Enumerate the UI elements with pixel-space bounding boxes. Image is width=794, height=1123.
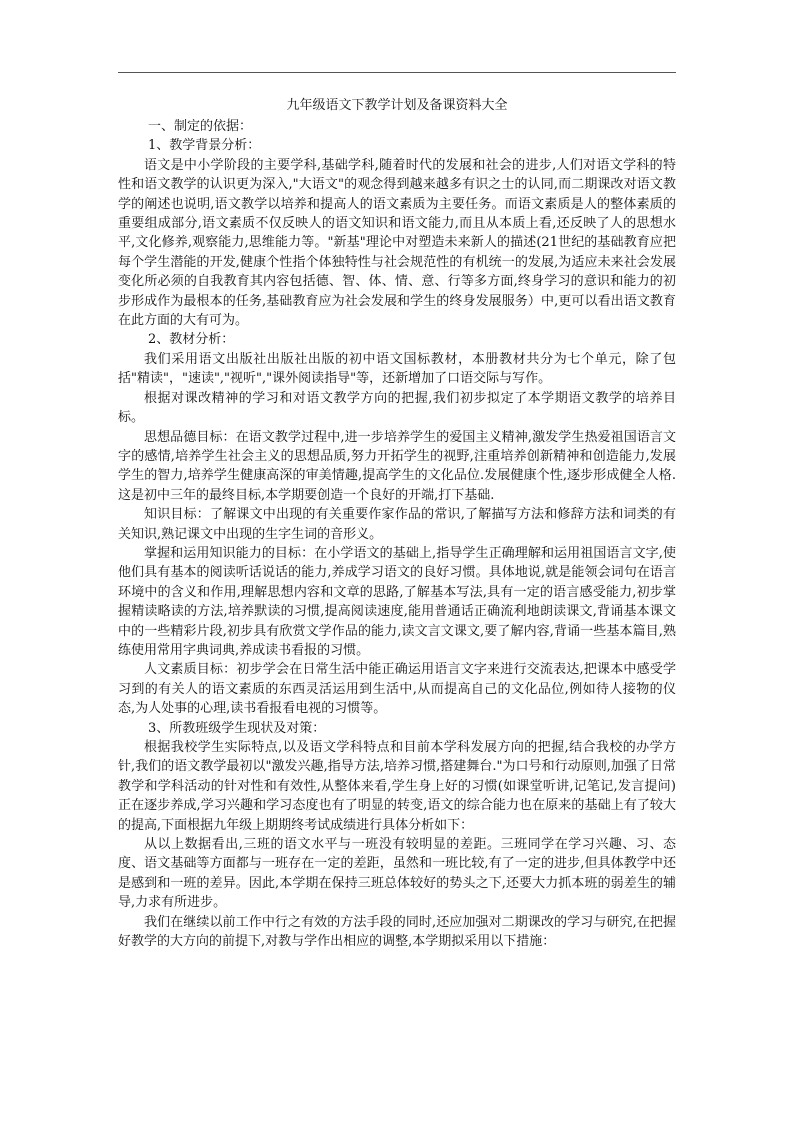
paragraph-data-analysis: 从以上数据看出,三班的语文水平与一班没有较明显的差距。三班同学在学习兴趣、习、态度、语文基础等方面都与一班存在一定的差距，虽然和一班比较,有了一定的进步,但具体教学中还是感到和一班的差异。因此,本学期在保持三班总体较好的势头之下,还要大力抓本班的弱差生的辅导,力求有所进步。 [118,837,676,911]
paragraph-moral-goal: 思想品德目标：在语文教学过程中,进一步培养学生的爱国主义精神,激发学生热爱祖国语言文字的感情,培养学生社会主义的思想品质,努力开拓学生的视野,注重培养创新精神和创造能力,发展学生的智力,培养学生健康高深的审美情趣,提高学生的文化品位.发展健康个性,逐步形成健全人格.这是初中三年的最终目标,本学期要创造一个良好的开端,打下基础. [118,429,676,503]
subheading-background: 1、教学背景分析： [148,138,261,154]
paragraph-humanities-goal: 人文素质目标：初步学会在日常生活中能正确运用语言文字来进行交流表达,把课本中感受学习到的有关人的语文素质的东西灵活运用到生活中,从而提高自己的文化品位,例如待人接物的仪态,为人处事的心理,读书看报看电视的习惯等。 [118,662,676,717]
subheading-textbook: 2、教材分析： [148,332,235,348]
header-rule [118,72,676,73]
paragraph-textbook: 我们采用语文出版社出版社出版的初中语文国标教材，本册教材共分为七个单元，除了包括"精读"，"速读","视听","课外阅读指导"等，还新增加了口语交际与写作。 [118,351,676,387]
document-title: 九年级语文下教学计划及备课资料大全 [286,98,508,113]
paragraph-knowledge-goal: 知识目标：了解课文中出现的有关重要作家作品的常识,了解描写方法和修辞方法和词类的有关知识,熟记课文中出现的生字生词的音形义。 [118,507,676,542]
document-page [118,96,676,951]
section-heading-basis: 一、制定的依据： [148,119,253,134]
paragraph-ability-goal: 掌握和运用知识能力的目标：在小学语文的基础上,指导学生正确理解和运用祖国语言文字,使他们具有基本的阅读听话说话的能力,养成学习语文的良好习惯。具体地说,就是能领会词句在语言环境中的含义和作用,理解思想内容和文章的思路,了解基本写法,具有一定的语言感受能力,初步掌握精读略读的方法,培养默读的习惯,提高阅读速度,能用普通话正确流利地朗读课文,背诵基本课文中的一些精彩片段,初步具有欣赏文学作品的能力,读文言文课文,要了解内容,背诵一些基本篇目,熟练使用常用字典词典,养成读书看报的习惯。 [118,545,676,658]
paragraph-measures-intro: 我们在继续以前工作中行之有效的方法手段的同时,还应加强对二期课改的学习与研究,在把握好教学的大方向的前提下,对教与学作出相应的调整,本学期拟采用以下措施： [118,914,676,950]
subheading-class-status: 3、所教班级学生现状及对策： [148,720,326,736]
paragraph-class-status: 根据我校学生实际特点,以及语文学科特点和目前本学科发展方向的把握,结合我校的办学方针,我们的语文教学最初以"激发兴趣,指导方法,培养习惯,搭建舞台."为口号和行动原则,加强了日常教学和学科活动的针对性和有效性,从整体来看,学生身上好的习惯(如课堂听讲,记笔记,发言提问)正在逐步养成,学习兴趣和学习态度也有了明显的转变,语文的综合能力也在原来的基础上有了较大的提高,下面根据九年级上期期终考试成绩进行具体分析如下： [118,740,676,833]
paragraph-goals-intro: 根据对课改精神的学习和对语文教学方向的把握,我们初步拟定了本学期语文教学的培养目标。 [118,390,676,426]
paragraph-background: 语文是中小学阶段的主要学科,基础学科,随着时代的发展和社会的进步,人们对语文学科的特性和语文教学的认识更为深入,"大语文"的观念得到越来越多有识之士的认同,而二期课改对语文教学的阐述也说明,语文教学以培养和提高人的语文素质为主要任务。而语文素质是人的整体素质的重要组成部分,语文素质不仅反映人的语文知识和语文能力,而且从本质上看,还反映了人的思想水平,文化修养,观察能力,思维能力等。"新基"理论中对塑造未来新人的描述(21世纪的基础教育应把每个学生潜能的开发,健康个性指个体独特性与社会规范性的有机统一的发展,为适应未来社会发展变化所必须的自我教育其内容包括德、智、体、情、意、行等多方面,终身学习的意识和能力的初步形成作为最根本的任务,基础教育应为社会发展和学生的终身发展服务）中,更可以看出语文教育在此方面的大有可为。 [118,157,676,329]
